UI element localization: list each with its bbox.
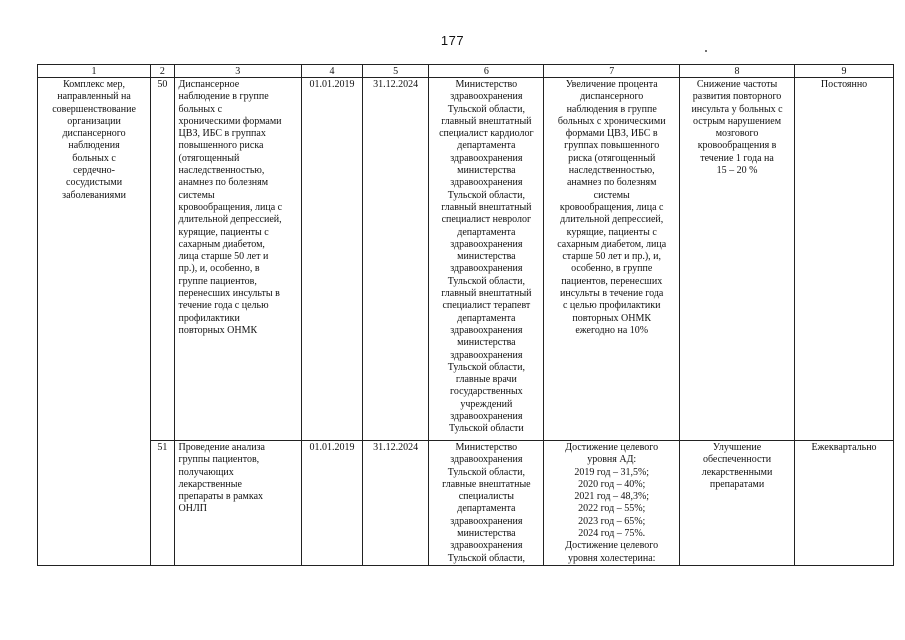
- end-date: 31.12.2024: [363, 78, 429, 441]
- col-header-7: 7: [544, 65, 680, 78]
- scan-speck: [705, 50, 707, 52]
- column-number-row: [38, 65, 894, 78]
- row-number: 50: [151, 78, 174, 441]
- col-header-5: 5: [363, 65, 429, 78]
- table-row: [38, 441, 894, 566]
- responsible-executors: Министерство здравоохранения Тульской области, главные внештатные специалисты департамента здравоохранения министерства здравоохранения Тульской области,: [429, 441, 544, 566]
- group-title-cell: Комплекс мер, направленный на совершенствование организации диспансерного наблюдения больных с сердечно- сосудистыми заболеваниями: [38, 78, 151, 566]
- target-indicator: Увеличение процента диспансерного наблюдения в группе больных с хроническими формами ЦВЗ, ИБС в группах повышенного риска (отягощенный наследственностью, анамнез по болезням системы кровообращения, лица с длительной депрессией, курящие, пациенты с сахарным диабетом, лица старше 50 лет и пр.), и, особенно, в группе пациентов, перенесших инсульты в течение года с целью профилактики повторных ОНМК ежегодно на 10%: [544, 78, 680, 441]
- end-date: 31.12.2024: [363, 441, 429, 566]
- expected-result: Снижение частоты развития повторного инсульта у больных с острым нарушением мозгового кровообращения в течение 1 года на 15 – 20 %: [679, 78, 794, 441]
- measures-table: [37, 64, 894, 566]
- start-date: 01.01.2019: [301, 78, 362, 441]
- expected-result: Улучшение обеспеченности лекарственными препаратами: [679, 441, 794, 566]
- col-header-9: 9: [795, 65, 894, 78]
- row-number: 51: [151, 441, 174, 566]
- event-description: Проведение анализа группы пациентов, получающих лекарственные препараты в рамках ОНЛП: [174, 441, 301, 566]
- col-header-2: 2: [151, 65, 174, 78]
- frequency: Постоянно: [795, 78, 894, 441]
- col-header-1: 1: [38, 65, 151, 78]
- responsible-executors: Министерство здравоохранения Тульской области, главный внештатный специалист кардиолог департамента здравоохранения министерства здравоохранения Тульской области, главный внештатный специалист невролог департамента здравоохранения министерства здравоохранения Тульской области, главный внештатный специалист терапевт департамента здравоохранения министерства здравоохранения Тульской области, главные врачи государственных учреждений здравоохранения Тульской области: [429, 78, 544, 441]
- col-header-3: 3: [174, 65, 301, 78]
- col-header-6: 6: [429, 65, 544, 78]
- target-indicator: Достижение целевого уровня АД: 2019 год – 31,5%; 2020 год – 40%; 2021 год – 48,3%; 2022 год – 55%; 2023 год – 65%; 2024 год – 75%. Достижение целевого уровня холестерина:: [544, 441, 680, 566]
- col-header-8: 8: [679, 65, 794, 78]
- start-date: 01.01.2019: [301, 441, 362, 566]
- page-number: 177: [440, 33, 465, 48]
- table-row: [38, 78, 894, 441]
- frequency: Ежеквартально: [795, 441, 894, 566]
- col-header-4: 4: [301, 65, 362, 78]
- event-description: Диспансерное наблюдение в группе больных с хроническими формами ЦВЗ, ИБС в группах повышенного риска (отягощенный наследственностью, анамнез по болезням системы кровообращения, лица с длительной депрессией, курящие, пациенты с сахарным диабетом, лица старше 50 лет и пр.), и, особенно, в группе пациентов, перенесших инсульты в течение года с целью профилактики повторных ОНМК: [174, 78, 301, 441]
